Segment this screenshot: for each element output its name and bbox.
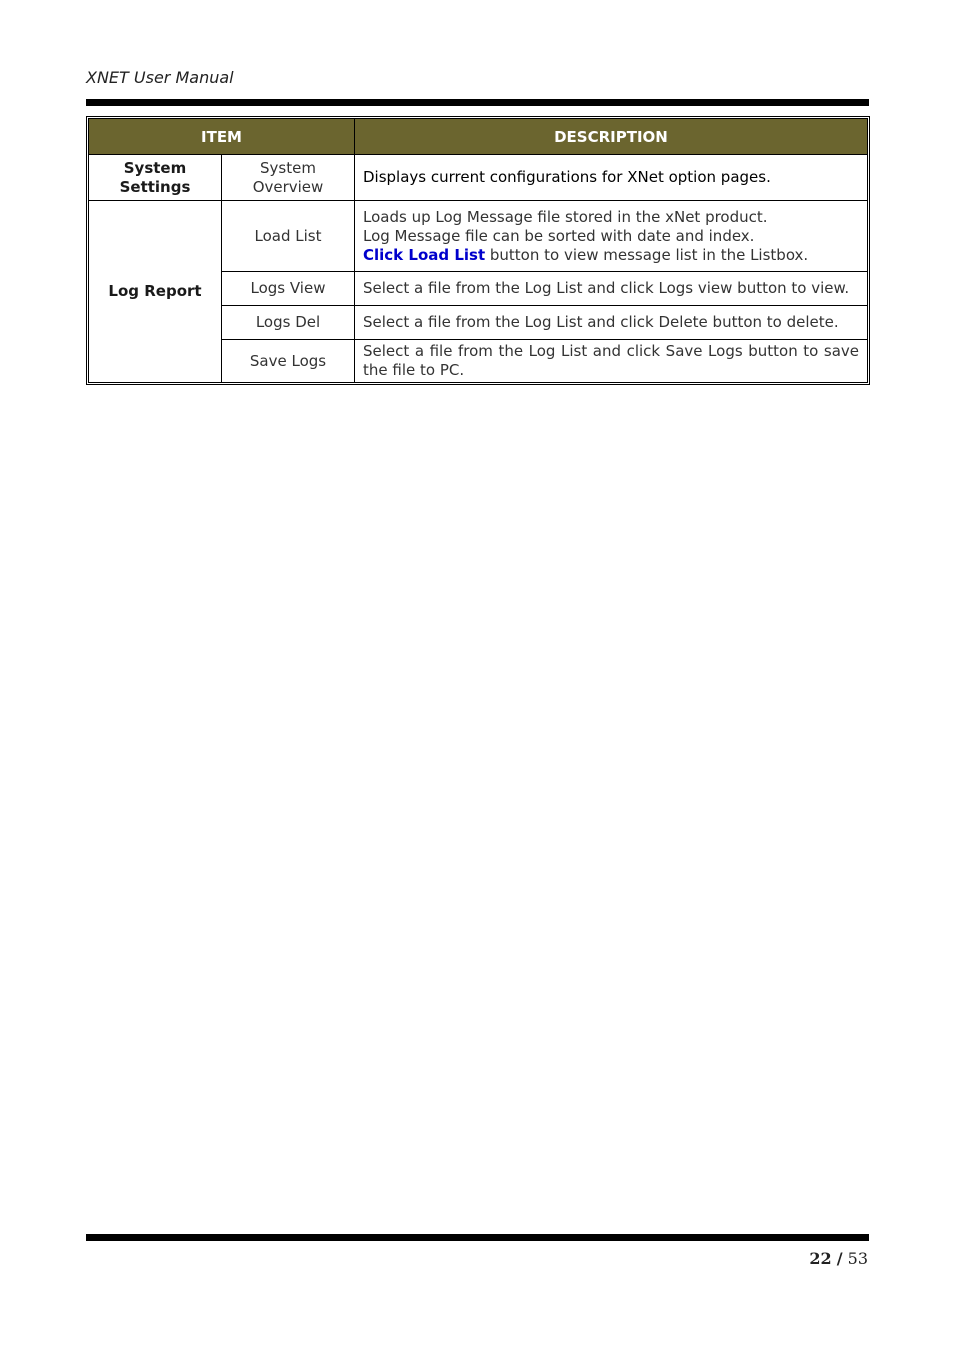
click-load-list-emphasis: Click Load List bbox=[363, 245, 486, 264]
item-system-settings: System Settings bbox=[89, 155, 222, 201]
description-logs-del: Select a file from the Log List and click Delete button to delete. bbox=[355, 306, 868, 340]
sub-item-logs-del: Logs Del bbox=[222, 306, 355, 340]
item-log-report: Log Report bbox=[89, 201, 222, 383]
load-list-desc-line-1: Loads up Log Message file stored in the xNet product. bbox=[363, 207, 768, 226]
description-save-logs: Select a file from the Log List and click Save Logs button to save the file to PC. bbox=[355, 340, 868, 383]
description-system-overview: Displays current configurations for XNet option pages. bbox=[355, 155, 868, 201]
sub-item-load-list: Load List bbox=[222, 201, 355, 272]
page-current: 22 bbox=[809, 1249, 832, 1268]
sub-item-system-overview: System Overview bbox=[222, 155, 355, 201]
footer-rule bbox=[86, 1234, 869, 1241]
settings-table bbox=[86, 116, 870, 385]
load-list-desc-line-2: Log Message file can be sorted with date and index. bbox=[363, 226, 755, 245]
load-list-desc-line-3 bbox=[363, 246, 859, 265]
table-header-row bbox=[89, 119, 868, 155]
description-load-list bbox=[355, 201, 868, 272]
document-title: XNET User Manual bbox=[86, 68, 234, 87]
header-rule bbox=[86, 99, 869, 106]
page-total: 53 bbox=[847, 1249, 868, 1268]
column-header-item: ITEM bbox=[89, 119, 355, 155]
description-logs-view: Select a file from the Log List and click Logs view button to view. bbox=[355, 272, 868, 306]
table-row bbox=[89, 201, 868, 272]
load-list-desc-line-3-rest: button to view message list in the Listbox. bbox=[485, 245, 809, 264]
page-number bbox=[809, 1249, 868, 1268]
column-header-description: DESCRIPTION bbox=[355, 119, 868, 155]
sub-item-logs-view: Logs View bbox=[222, 272, 355, 306]
table-row bbox=[89, 155, 868, 201]
page-separator: / bbox=[836, 1249, 843, 1268]
sub-item-save-logs: Save Logs bbox=[222, 340, 355, 383]
